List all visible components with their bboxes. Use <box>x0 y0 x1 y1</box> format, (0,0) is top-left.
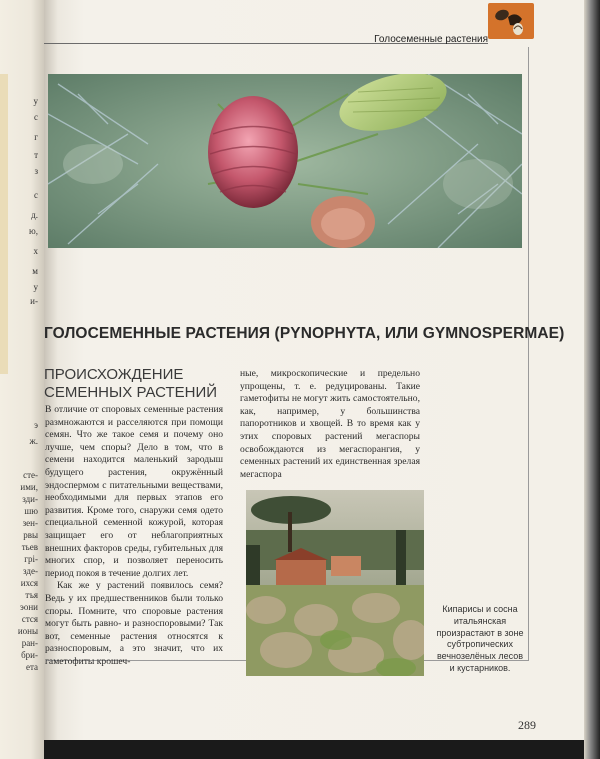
left-page-text-fragment: ихся <box>20 578 38 588</box>
left-page-text-fragment: у <box>33 96 38 106</box>
text-column-2 <box>240 368 420 481</box>
article-title: ГОЛОСЕМЕННЫЕ РАСТЕНИЯ (PYNOPHYTA, ИЛИ GYMNOSPERMAE) <box>44 325 565 342</box>
section-title: Голосеменные растения <box>374 34 488 45</box>
left-page-text-fragment: тьев <box>21 542 38 552</box>
left-page-color-strip <box>0 74 8 374</box>
left-page-text-fragment: рвы <box>23 530 38 540</box>
left-page-text-fragment: зен- <box>22 518 38 528</box>
left-page-text-fragment: зди- <box>22 494 38 504</box>
cypress-landscape-photo <box>246 490 424 676</box>
left-page-text-fragment: грі- <box>24 554 38 564</box>
left-page-text-fragment: м <box>32 266 38 276</box>
left-page-text-fragment: ета <box>25 662 38 672</box>
subtitle-line: СЕМЕННЫХ РАСТЕНИЙ <box>44 384 218 401</box>
paragraph: В отличие от споровых семенные растения размножаются и расселяются при помощи семян. Что же такое семя и почему оно лучше, чем споры? Дело в том, что в семени находится маленький зародыш будущего растения, окружённый эндоспермом с питательными веществами, необходимыми для первых этапов его развития. Кроме того, снаружи семя одето специальной семенной кожурой, которая защищает его от неблагоприятных внешних факторов среды, губительных для многих спор, и позволяет переносить период покоя в течение долгих лет. <box>45 404 223 579</box>
left-page-text-fragment: и- <box>30 296 38 306</box>
left-page-text-fragment: у <box>33 282 38 292</box>
left-page-text-fragment: з <box>34 166 38 176</box>
text-column-1 <box>45 404 223 668</box>
section-icon <box>488 3 534 39</box>
left-page-text-fragment: ионы <box>17 626 38 636</box>
left-page-text-fragment: тъя <box>25 590 38 600</box>
left-page-edge <box>0 0 44 759</box>
left-page-text-fragment: ран- <box>21 638 38 648</box>
left-page-text-fragment: ж. <box>29 436 38 446</box>
page-number: 289 <box>518 718 536 732</box>
page-shadow <box>44 740 600 759</box>
article-subtitle <box>44 366 234 402</box>
spruce-cone-photo <box>48 74 522 248</box>
paragraph: ные, микроскопические и предельно упрощены, т. е. редуцированы. Такие гаметофиты не могут жить самостоятельно, как, например, у большинства папоротников и хвощей. В то время как у этих споровых растений мегаспоры освобождаются из мегаспорангия, у семенных растений их единственная зрелая мегаспора <box>240 368 420 480</box>
left-page-text-fragment: ю, <box>29 226 38 236</box>
figure-caption: Кипарисы и сосна итальянская произрастают в зоне субтропических вечнозелёных лесов и кустарников. <box>436 604 524 673</box>
left-page-text-fragment: г <box>34 132 38 142</box>
left-page-text-fragment: бри- <box>21 650 38 660</box>
left-page-text-fragment: зде- <box>23 566 38 576</box>
left-page-text-fragment: ими, <box>20 482 38 492</box>
left-page-text-fragment: эони <box>20 602 38 612</box>
left-page-text-fragment: шю <box>24 506 38 516</box>
left-page-text-fragment: с <box>34 112 38 122</box>
left-page-text-fragment: стся <box>21 614 38 624</box>
left-page-text-fragment: сте- <box>23 470 38 480</box>
left-page-text-fragment: х <box>33 246 38 256</box>
left-page-text-fragment: т <box>34 150 38 160</box>
left-page-text-fragment: с <box>34 190 38 200</box>
book-page <box>44 0 584 740</box>
paragraph: Как же у растений появилось семя? Ведь у их предшественников были только споры. Помните, что споровые растения могут быть равно- и разноспоровыми? Так вот, семенные растения относятся к разноспоровым, а это значит, что их гаметофиты крошеч- <box>45 580 223 667</box>
subtitle-line: ПРОИСХОЖДЕНИЕ <box>44 366 184 383</box>
left-page-text-fragment: э <box>34 420 38 430</box>
right-book-edge <box>584 0 600 759</box>
left-page-text-fragment: д. <box>31 210 38 220</box>
running-header <box>44 29 488 44</box>
